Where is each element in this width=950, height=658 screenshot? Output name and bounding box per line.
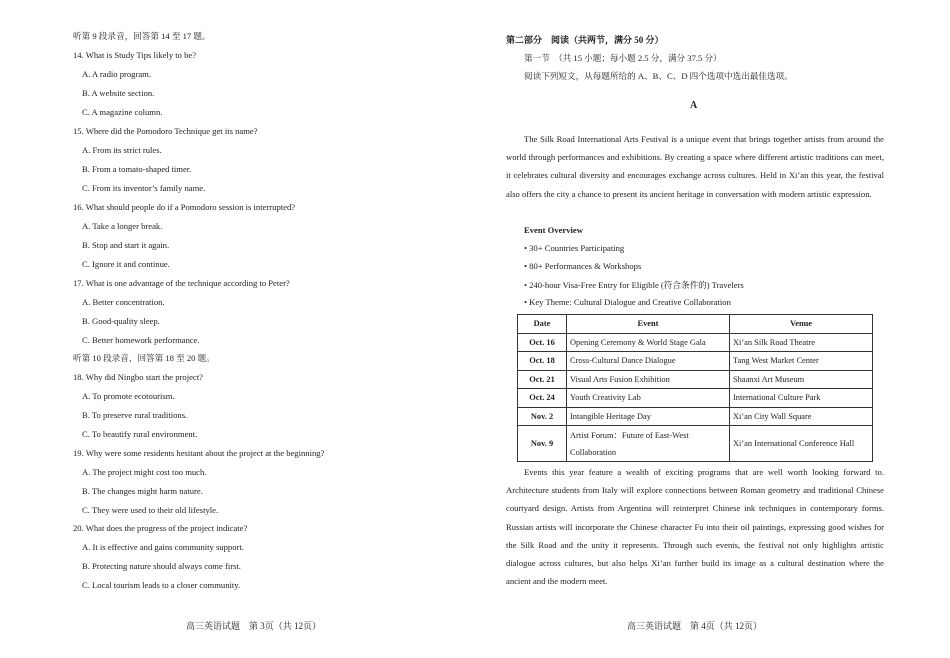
- question-stem: 17. What is one advantage of the technique according to Peter?: [73, 278, 290, 288]
- table-row: [518, 389, 873, 408]
- instruction: 阅读下列短文，从每题所给的 A、B、C、D 四个选项中选出最佳选项。: [524, 71, 793, 81]
- bullet-item: • 30+ Countries Participating: [524, 243, 625, 253]
- event-name: Cross-Cultural Dance Dialogue: [567, 352, 730, 371]
- closing-paragraph: [506, 463, 884, 590]
- answer-option: C. Better homework performance.: [82, 335, 200, 345]
- answer-option: B. To preserve rural traditions.: [82, 410, 188, 420]
- answer-option: A. The project might cost too much.: [82, 467, 207, 477]
- answer-option: A. Better concentration.: [82, 297, 165, 307]
- event-name: Artist Forum：Future of East-West Collaboration: [567, 426, 730, 462]
- event-venue: Xi’an City Wall Square: [730, 407, 873, 426]
- answer-option: C. Local tourism leads to a closer community.: [82, 580, 241, 590]
- intro-paragraph-text: The Silk Road International Arts Festival is a unique event that brings together artists from around the world through performances and exhibitions. By creating a space where different artistic traditions can meet, it celebrates cultural diversity and encourages exchange across cultures. Held in Xi’an this year, the festival also offers the city a chance to present its ancient heritage in conversation with modern artistic expression.: [506, 134, 884, 199]
- bullet-item: • 240-hour Visa-Free Entry for Eligible (符合条件的) Travelers: [524, 280, 744, 290]
- closing-paragraph-text: Events this year feature a wealth of exciting programs that are well worth looking forward to. Architecture students from Italy will explore connections between Roman geometry and traditional Chinese courtyard design. Artists from Argentina will reinterpret Chinese ink techniques in contemporary forms. Russian artists will incorporate the Chinese character Fu into their oil paintings, expressing good wishes for the Silk Road and the unity it represents. Through such events, the festival not only highlights artistic dialogue across cultures, but also helps Xi’an further build its image as a cultural destination where the ancient and the modern meet.: [506, 467, 884, 587]
- table-row: [518, 370, 873, 389]
- event-venue: Shaanxi Art Museum: [730, 370, 873, 389]
- question-stem: 14. What is Study Tips likely to be?: [73, 50, 197, 60]
- question-stem: 15. Where did the Pomodoro Technique get its name?: [73, 126, 258, 136]
- question-stem: 16. What should people do if a Pomodoro session is interrupted?: [73, 202, 296, 212]
- intro-paragraph: [506, 130, 884, 203]
- passage-letter: A: [690, 100, 698, 111]
- answer-option: A. From its strict rules.: [82, 145, 162, 155]
- event-venue: International Culture Park: [730, 389, 873, 408]
- subsection-title: 第一节 （共 15 小题；每小题 2.5 分，满分 37.5 分）: [524, 53, 722, 63]
- table-row: [518, 407, 873, 426]
- event-name: Visual Arts Fusion Exhibition: [567, 370, 730, 389]
- left-footer: 高三英语试题 第 3页（共 12页）: [186, 621, 322, 631]
- event-date: Oct. 21: [518, 370, 567, 389]
- column-header-event: Event: [567, 315, 730, 334]
- answer-option: B. Stop and start it again.: [82, 240, 170, 250]
- answer-option: B. From a tomato-shaped timer.: [82, 164, 192, 174]
- event-date: Oct. 24: [518, 389, 567, 408]
- question-stem: 19. Why were some residents hesitant about the project at the beginning?: [73, 448, 325, 458]
- events-table: [517, 314, 873, 462]
- left-page: [0, 0, 470, 658]
- answer-option: C. Ignore it and continue.: [82, 259, 170, 269]
- bullet-item: • 80+ Performances & Workshops: [524, 261, 642, 271]
- question-stem: 18. Why did Ningbo start the project?: [73, 372, 203, 382]
- column-header-venue: Venue: [730, 315, 873, 334]
- answer-option: B. The changes might harm nature.: [82, 486, 203, 496]
- question-stem: 20. What does the progress of the project indicate?: [73, 523, 248, 533]
- answer-option: B. A website section.: [82, 88, 155, 98]
- answer-option: A. To promote ecotourism.: [82, 391, 175, 401]
- answer-option: A. A radio program.: [82, 69, 151, 79]
- event-venue: Tang West Market Center: [730, 352, 873, 371]
- event-date: Oct. 18: [518, 352, 567, 371]
- section-title: 第二部分 阅读（共两节，满分 50 分）: [506, 35, 664, 45]
- section-instruction: 听第 9 段录音，回答第 14 至 17 题。: [73, 31, 211, 41]
- answer-option: B. Protecting nature should always come first.: [82, 561, 241, 571]
- section-instruction: 听第 10 段录音，回答第 18 至 20 题。: [73, 353, 215, 363]
- overview-heading: Event Overview: [524, 225, 583, 235]
- event-name: Youth Creativity Lab: [567, 389, 730, 408]
- event-name: Opening Ceremony & World Stage Gala: [567, 333, 730, 352]
- table-row: [518, 333, 873, 352]
- event-date: Nov. 2: [518, 407, 567, 426]
- event-name: Intangible Heritage Day: [567, 407, 730, 426]
- answer-option: C. A magazine column.: [82, 107, 163, 117]
- answer-option: C. They were used to their old lifestyle.: [82, 505, 219, 515]
- event-venue: Xi’an International Conference Hall: [730, 426, 873, 462]
- answer-option: A. Take a longer break.: [82, 221, 163, 231]
- answer-option: A. It is effective and gains community support.: [82, 542, 244, 552]
- answer-option: C. From its inventor’s family name.: [82, 183, 206, 193]
- event-date: Oct. 16: [518, 333, 567, 352]
- answer-option: C. To beautify rural environment.: [82, 429, 198, 439]
- event-venue: Xi’an Silk Road Theatre: [730, 333, 873, 352]
- table-row: [518, 426, 873, 462]
- column-header-date: Date: [518, 315, 567, 334]
- table-row: [518, 352, 873, 371]
- answer-option: B. Good-quality sleep.: [82, 316, 160, 326]
- right-footer: 高三英语试题 第 4页（共 12页）: [627, 621, 763, 631]
- event-date: Nov. 9: [518, 426, 567, 462]
- table-header-row: [518, 315, 873, 334]
- bullet-item: • Key Theme: Cultural Dialogue and Creative Collaboration: [524, 297, 731, 307]
